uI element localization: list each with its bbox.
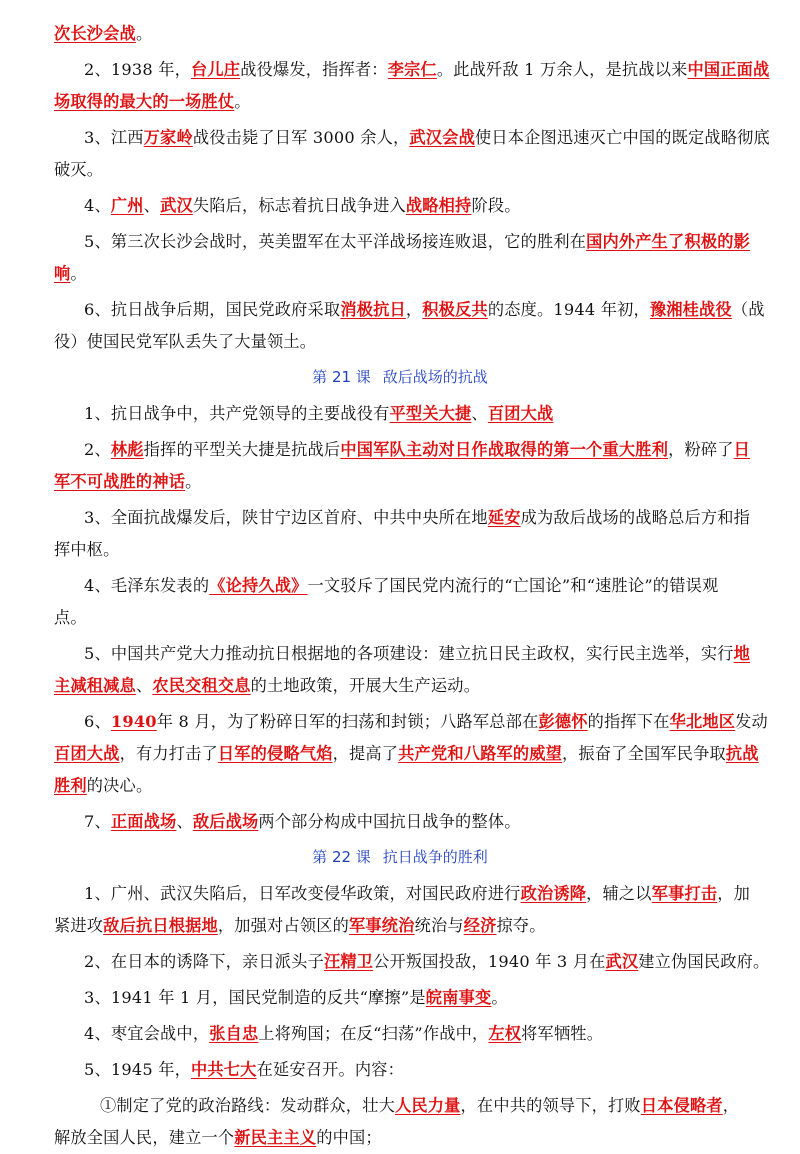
highlighted-keyword: 政治诱降 bbox=[520, 884, 587, 903]
body-text: 年 8 月，为了粉碎日军的扫荡和封锁；八路军总部在 bbox=[156, 712, 539, 731]
text-line bbox=[84, 434, 754, 466]
body-text: 6、 bbox=[84, 712, 111, 731]
body-text: 7、 bbox=[84, 812, 111, 831]
text-line bbox=[84, 570, 754, 602]
body-text: ，提高了 bbox=[332, 744, 399, 763]
text-line bbox=[84, 1054, 754, 1086]
body-text: 战役爆发，指挥者： bbox=[240, 60, 388, 79]
body-text: 上将殉国；在反“扫荡”作战中， bbox=[258, 1024, 489, 1043]
body-text: 指挥的平型关大捷是抗战后 bbox=[143, 440, 341, 459]
body-text: 3、1941 年 1 月，国民党制造的反共“摩擦”是 bbox=[84, 988, 426, 1007]
text-line bbox=[84, 878, 754, 910]
body-text: 、 bbox=[135, 676, 153, 695]
highlighted-keyword: 百团大战 bbox=[487, 404, 554, 423]
lesson-number: 第 22 课 bbox=[312, 848, 371, 866]
highlighted-keyword: 豫湘桂战役 bbox=[649, 300, 732, 319]
body-text: （战 bbox=[731, 300, 765, 319]
highlighted-keyword: 广州 bbox=[110, 196, 144, 215]
body-text: 4、 bbox=[84, 196, 111, 215]
text-line bbox=[54, 326, 754, 358]
text-line bbox=[54, 534, 754, 566]
lesson-title: 抗日战争的胜利 bbox=[382, 848, 488, 866]
highlighted-keyword: 积极反共 bbox=[422, 300, 488, 319]
body-text: 4、枣宜会战中， bbox=[84, 1024, 210, 1043]
highlighted-keyword: 日 bbox=[733, 440, 751, 459]
lesson-title: 敌后战场的抗战 bbox=[382, 368, 488, 386]
body-text: ，粉碎了 bbox=[668, 440, 734, 459]
body-text: 的指挥下在 bbox=[587, 712, 670, 731]
body-text: 失陷后，标志着抗日战争进入 bbox=[192, 196, 406, 215]
text-line bbox=[84, 806, 754, 838]
highlighted-keyword: 1940 bbox=[110, 712, 157, 731]
highlighted-keyword: 中国正面战 bbox=[687, 60, 770, 79]
body-text: 。此战歼敌 1 万余人，是抗战以来 bbox=[436, 60, 688, 79]
body-text: 3、江西 bbox=[84, 128, 144, 147]
text-line bbox=[84, 946, 770, 978]
text-line bbox=[54, 770, 754, 802]
highlighted-keyword: 消极抗日 bbox=[340, 300, 406, 319]
highlighted-keyword: 中国军队主动对日作战取得的第一个重大胜利 bbox=[340, 440, 669, 459]
highlighted-keyword: 中共七大 bbox=[191, 1060, 257, 1079]
text-line bbox=[84, 54, 770, 86]
lesson-heading bbox=[0, 362, 800, 392]
body-text: ，有力打击了 bbox=[119, 744, 218, 763]
body-text: 4、毛泽东发表的 bbox=[84, 576, 210, 595]
highlighted-keyword: 农民交租交息 bbox=[152, 676, 251, 695]
highlighted-keyword: 军不可战胜的神话 bbox=[54, 472, 186, 491]
body-text: 的中国； bbox=[316, 1128, 382, 1147]
body-text: 一文驳斥了国民党内流行的“亡国论”和“速胜论”的错误观 bbox=[307, 576, 719, 595]
lesson-heading bbox=[0, 842, 800, 872]
text-line bbox=[54, 670, 754, 702]
body-text: 3、全面抗战爆发后，陕甘宁边区首府、中共中央所在地 bbox=[84, 508, 488, 527]
highlighted-keyword: 共产党和八路军的威望 bbox=[398, 744, 563, 763]
body-text: ①制定了党的政治路线：发动群众，壮大 bbox=[100, 1096, 395, 1115]
body-text: 。 bbox=[491, 988, 508, 1007]
body-text: 5、1945 年， bbox=[84, 1060, 192, 1079]
text-line bbox=[84, 502, 754, 534]
body-text: 破灭。 bbox=[54, 160, 104, 179]
body-text: 2、1938 年， bbox=[84, 60, 192, 79]
text-line bbox=[84, 706, 768, 738]
highlighted-keyword: 华北地区 bbox=[669, 712, 736, 731]
highlighted-keyword: 抗战 bbox=[725, 744, 759, 763]
highlighted-keyword: 彭德怀 bbox=[538, 712, 588, 731]
text-line bbox=[84, 122, 770, 154]
body-text: 的土地政策，开展大生产运动。 bbox=[250, 676, 481, 695]
text-line bbox=[54, 1122, 754, 1154]
highlighted-keyword: 百团大战 bbox=[54, 744, 120, 763]
text-line bbox=[54, 738, 759, 770]
highlighted-keyword: 响 bbox=[54, 264, 71, 283]
text-line bbox=[84, 294, 765, 326]
body-text: 统治与 bbox=[414, 916, 464, 935]
highlighted-keyword: 战略相持 bbox=[405, 196, 472, 215]
text-line bbox=[54, 86, 754, 118]
body-text: 2、 bbox=[84, 440, 111, 459]
body-text: 的态度。1944 年初， bbox=[487, 300, 650, 319]
body-text: 紧进攻 bbox=[54, 916, 104, 935]
body-text: 点。 bbox=[54, 608, 87, 627]
highlighted-keyword: 武汉 bbox=[160, 196, 193, 215]
body-text: 将军牺牲。 bbox=[521, 1024, 604, 1043]
highlighted-keyword: 万家岭 bbox=[143, 128, 193, 147]
highlighted-keyword: 延安 bbox=[487, 508, 521, 527]
body-text: 解放全国人民，建立一个 bbox=[54, 1128, 235, 1147]
lesson-number: 第 21 课 bbox=[312, 368, 371, 386]
text-line bbox=[84, 982, 754, 1014]
body-text: 。 bbox=[135, 24, 153, 43]
text-line bbox=[84, 190, 754, 222]
highlighted-keyword: 敌后战场 bbox=[192, 812, 259, 831]
highlighted-keyword: 军事打击 bbox=[651, 884, 718, 903]
body-text: 。 bbox=[185, 472, 202, 491]
text-line bbox=[54, 18, 754, 50]
highlighted-keyword: 日本侵略者 bbox=[640, 1096, 723, 1115]
highlighted-keyword: 人民力量 bbox=[394, 1096, 461, 1115]
text-line bbox=[100, 1090, 754, 1122]
highlighted-keyword: 林彪 bbox=[110, 440, 144, 459]
highlighted-keyword: 张自忠 bbox=[209, 1024, 259, 1043]
text-line bbox=[54, 602, 754, 634]
body-text: 。 bbox=[70, 264, 87, 283]
highlighted-keyword: 敌后抗日根据地 bbox=[103, 916, 218, 935]
body-text: 成为敌后战场的战略总后方和指 bbox=[520, 508, 751, 527]
text-line bbox=[54, 154, 754, 186]
body-text: 的决心。 bbox=[86, 776, 153, 795]
body-text: ，辅之以 bbox=[586, 884, 652, 903]
highlighted-keyword: 军事统治 bbox=[349, 916, 415, 935]
body-text: 两个部分构成中国抗日战争的整体。 bbox=[258, 812, 521, 831]
highlighted-keyword: 左权 bbox=[488, 1024, 522, 1043]
body-text: 公开叛国投敌，1940 年 3 月在 bbox=[373, 952, 606, 971]
body-text: 战役击毙了日军 3000 余人， bbox=[192, 128, 410, 147]
highlighted-keyword: 汪精卫 bbox=[323, 952, 374, 971]
body-text: ，加强对占领区的 bbox=[217, 916, 349, 935]
highlighted-keyword: 日军的侵略气焰 bbox=[217, 744, 333, 763]
body-text: ， bbox=[722, 1096, 740, 1115]
highlighted-keyword: 胜利 bbox=[54, 776, 87, 795]
body-text: 、 bbox=[143, 196, 161, 215]
highlighted-keyword: 国内外产生了积极的影 bbox=[586, 232, 750, 251]
body-text: 挥中枢。 bbox=[54, 540, 120, 559]
highlighted-keyword: 平型关大捷 bbox=[389, 404, 472, 423]
body-text: 役）使国民党军队丢失了大量领土。 bbox=[54, 332, 317, 351]
text-line bbox=[54, 466, 754, 498]
highlighted-keyword: 李宗仁 bbox=[387, 60, 437, 79]
body-text: 掠夺。 bbox=[496, 916, 546, 935]
highlighted-keyword: 主减租减息 bbox=[54, 676, 136, 695]
highlighted-keyword: 场取得的最大的一场胜仗 bbox=[54, 92, 235, 111]
highlighted-keyword: 皖南事变 bbox=[425, 988, 492, 1007]
text-line bbox=[84, 638, 754, 670]
body-text: 1、广州、武汉失陷后，日军改变侵华政策，对国民政府进行 bbox=[84, 884, 521, 903]
body-text: 5、第三次长沙会战时，英美盟军在太平洋战场接连败退，它的胜利在 bbox=[84, 232, 587, 251]
highlighted-keyword: 地 bbox=[733, 644, 750, 663]
body-text: 建立伪国民政府。 bbox=[638, 952, 770, 971]
text-line bbox=[54, 258, 754, 290]
highlighted-keyword: 正面战场 bbox=[110, 812, 177, 831]
body-text: 1、抗日战争中，共产党领导的主要战役有 bbox=[84, 404, 390, 423]
body-text: 、 bbox=[471, 404, 488, 423]
body-text: ，加 bbox=[717, 884, 751, 903]
body-text: ， bbox=[405, 300, 423, 319]
text-line bbox=[84, 1018, 754, 1050]
body-text: 。 bbox=[234, 92, 251, 111]
body-text: 5、中国共产党大力推动抗日根据地的各项建设：建立抗日民主政权，实行民主选举，实行 bbox=[84, 644, 734, 663]
highlighted-keyword: 武汉会战 bbox=[409, 128, 475, 147]
text-line bbox=[84, 398, 754, 430]
body-text: 阶段。 bbox=[471, 196, 521, 215]
body-text: 在延安召开。内容： bbox=[256, 1060, 405, 1079]
highlighted-keyword: 次长沙会战 bbox=[54, 24, 136, 43]
body-text: 、 bbox=[176, 812, 193, 831]
body-text: ，在中共的领导下，打败 bbox=[460, 1096, 641, 1115]
body-text: 使日本企图迅速灭亡中国的既定战略彻底 bbox=[474, 128, 770, 147]
text-line bbox=[84, 226, 754, 258]
body-text: 发动 bbox=[735, 712, 768, 731]
highlighted-keyword: 《论持久战》 bbox=[209, 576, 308, 595]
body-text: 2、在日本的诱降下，亲日派头子 bbox=[84, 952, 324, 971]
highlighted-keyword: 武汉 bbox=[605, 952, 639, 971]
body-text: 6、抗日战争后期，国民党政府采取 bbox=[84, 300, 341, 319]
highlighted-keyword: 经济 bbox=[463, 916, 497, 935]
highlighted-keyword: 台儿庄 bbox=[191, 60, 241, 79]
text-line bbox=[54, 910, 754, 942]
highlighted-keyword: 新民主主义 bbox=[234, 1128, 317, 1147]
body-text: ，振奋了全国军民争取 bbox=[562, 744, 726, 763]
